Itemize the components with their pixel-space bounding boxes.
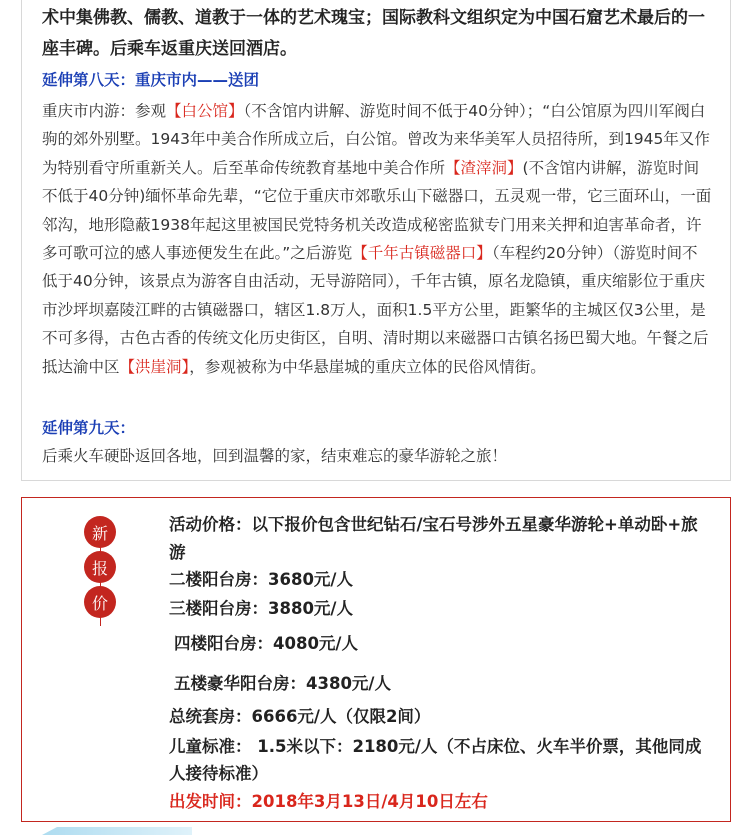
spot-hongyadong: 【洪崖洞】 [119, 357, 190, 376]
day8-text-a: 重庆市内游：参观 [42, 102, 167, 120]
decorative-strip [42, 827, 192, 835]
spot-ciqikou: 【千年古镇磁器口】 [352, 244, 492, 263]
badge-char-1: 新 [84, 516, 116, 548]
spot-white-mansion: 【白公馆】 [166, 102, 244, 120]
pricing-intro: 活动价格：以下报价包含世纪钻石/宝石号涉外五星豪华游轮+单动卧+旅游 [169, 515, 698, 562]
day8-paragraph [42, 97, 712, 381]
price-floor-3: 三楼阳台房：3880元/人 [169, 599, 353, 618]
badge-char-3: 价 [84, 586, 116, 618]
badge-char-2: 报 [84, 551, 116, 583]
price-floor-4: 四楼阳台房：4080元/人 [174, 634, 358, 653]
day8-heading: 延伸第八天：重庆市内——送团 [42, 71, 260, 89]
day8-text-e: ，参观被称为中华悬崖城的重庆立体的民俗风情街。 [189, 357, 546, 376]
day8-text-b: （不含馆内讲解、游览时间不低于40分钟）；“白公馆原为四川军阀白驹的郊外别墅。1943年中美合作所成立后，白公馆。曾改为来华美军人员招待所，到1945年又作为特别看守所重新关人。后至革命传统教育基地中美合作所 [42, 102, 710, 177]
price-floor-5: 五楼豪华阳台房：4380元/人 [174, 674, 391, 693]
price-child: 儿童标准： 1.5米以下：2180元/人（不占床位、火车半价票，其他同成人接待标准） [169, 737, 702, 783]
day9-heading: 延伸第九天： [42, 419, 136, 437]
price-suite: 总统套房：6666元/人（仅限2间） [169, 707, 431, 726]
departure-time: 出发时间：2018年3月13日/4月10日左右 [169, 792, 488, 811]
day8-text-c: (不含馆内讲解，游览时间不低于40分钟)缅怀革命先辈，“它位于重庆市郊歌乐山下磁器口，五灵观一带，它三面环山，一面邻沟，地形隐蔽1938年起这里被国民党特务机关改造成秘密监狱专门用来关押和迫害革命者，许多可歌可泣的感人事迹便发生在此。”之后游览 [42, 158, 712, 263]
new-price-badge [84, 516, 118, 621]
intro-paragraph: 术中集佛教、儒教、道教于一体的艺术瑰宝；国际教科文组织定为中国石窟艺术最后的一座丰碑。后乘车返重庆送回酒店。 [42, 8, 705, 59]
price-floor-2: 二楼阳台房：3680元/人 [169, 570, 353, 589]
spot-zhazi-cave: 【渣滓洞】 [445, 158, 523, 177]
day9-paragraph: 后乘火车硬卧返回各地，回到温馨的家，结束难忘的豪华游轮之旅！ [42, 447, 508, 465]
day8-text-d: （车程约20分钟）（游览时间不低于40分钟，该景点为游客自由活动，无导游陪同），千年古镇，原名龙隐镇，重庆缩影位于重庆市沙坪坝嘉陵江畔的古镇磁器口，辖区1.8万人，面积1.5平方公里，距繁华的主城区仅3公里，是不可多得，古色古香的传统文化历史街区，自明、清时期以来磁器口古镇名扬巴蜀大地。午餐之后抵达渝中区 [42, 244, 709, 376]
